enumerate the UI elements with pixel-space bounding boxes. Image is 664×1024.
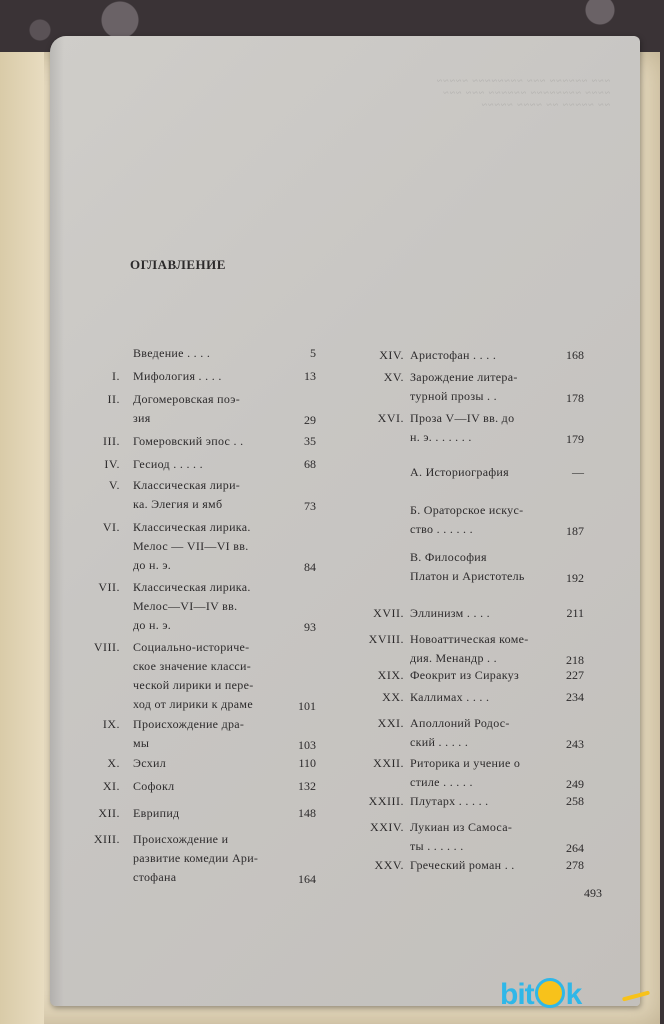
chapter-number: XVI. [377, 411, 404, 425]
chapter-number: XI. [102, 779, 120, 793]
chapter-number: XIV. [379, 348, 404, 362]
chapter-title-line: В. Философия [410, 550, 487, 564]
chapter-title-line: мы [133, 736, 150, 750]
chapter-number: XX. [382, 690, 404, 704]
chapter-title-line: ка. Элегия и ямб [133, 497, 223, 511]
chapter-title-line: н. э. . . . . . . [410, 430, 472, 444]
page-number: 13 [304, 369, 316, 383]
chapter-title-line: Проза V—IV вв. до [410, 411, 515, 425]
page-number: 29 [304, 413, 316, 427]
chapter-number: XXIV. [370, 820, 404, 834]
chapter-title-line: Введение . . . . [133, 346, 211, 360]
chapter-title-line: ское значение класси- [133, 659, 252, 673]
page-number: 148 [298, 806, 316, 820]
chapter-number: XIII. [93, 832, 120, 846]
page-number: — [572, 465, 584, 479]
chapter-number: XXIII. [368, 794, 404, 808]
chapter-number: VII. [98, 580, 120, 594]
chapter-title-line: Гесиод . . . . . [133, 457, 203, 471]
chapter-title-line: Феокрит из Сиракуз [410, 668, 520, 682]
chapter-title-line: Мелос—VI—IV вв. [133, 599, 238, 613]
chapter-title-line: А. Историография [410, 465, 509, 479]
chapter-title-line: ты . . . . . . [410, 839, 464, 853]
chapter-title-line: до н. э. [133, 558, 172, 572]
chapter-title-line: ский . . . . . [410, 735, 469, 749]
chapter-title-line: Каллимах . . . . [410, 690, 490, 704]
chapter-title-line: Мифология . . . . [133, 369, 222, 383]
chapter-number: I. [112, 369, 120, 383]
chapter-title-line: Новоаттическая коме- [410, 632, 529, 646]
page-number: 264 [566, 841, 584, 855]
page-number: 35 [304, 434, 316, 448]
page-number: 227 [566, 668, 584, 682]
chapter-number: XII. [98, 806, 120, 820]
page-number: 5 [310, 346, 316, 360]
page-folio: 493 [584, 886, 602, 900]
chapter-number: VIII. [93, 640, 120, 654]
chapter-title-line: Лукиан из Самоса- [410, 820, 513, 834]
chapter-title-line: Классическая лирика. [133, 520, 251, 534]
page-number: 218 [566, 653, 584, 667]
page-number: 101 [298, 699, 316, 713]
watermark-logo [500, 978, 660, 1018]
chapter-title-line: Греческий роман . . [410, 858, 515, 872]
chapter-title-line: до н. э. [133, 618, 172, 632]
chapter-number: XVII. [373, 606, 404, 620]
chapter-number: V. [108, 478, 120, 492]
chapter-number: II. [107, 392, 120, 406]
chapter-title-line: стофана [133, 870, 177, 884]
watermark-coin-icon [535, 978, 565, 1008]
page-number: 192 [566, 571, 584, 585]
chapter-title-line: Еврипид [133, 806, 180, 820]
chapter-number: XIX. [377, 668, 404, 682]
page-number: 249 [566, 777, 584, 791]
chapter-number: IX. [102, 717, 120, 731]
chapter-number: X. [107, 756, 120, 770]
toc-heading: ОГЛАВЛЕНИЕ [130, 257, 226, 272]
chapter-title-line: дия. Менандр . . [410, 651, 497, 665]
page-number: 103 [298, 738, 316, 752]
chapter-title-line: Происхождение дра- [133, 717, 245, 731]
watermark-dash-icon [622, 990, 650, 1001]
chapter-title-line: Эллинизм . . . . [410, 606, 490, 620]
chapter-number: XXII. [373, 756, 404, 770]
chapter-title-line: Мелос — VII—VI вв. [133, 539, 249, 553]
watermark-text-left: bit [500, 978, 534, 1011]
chapter-title-line: Риторика и учение о [410, 756, 521, 770]
chapter-number: IV. [104, 457, 120, 471]
chapter-number: XVIII. [368, 632, 404, 646]
chapter-title-line: Классическая лири- [133, 478, 241, 492]
page-number: 164 [298, 872, 316, 886]
chapter-title-line: ческой лирики и пере- [133, 678, 254, 692]
page-number: 73 [304, 499, 316, 513]
chapter-title-line: Зарождение литера- [410, 370, 518, 384]
page-number: 110 [298, 756, 316, 770]
chapter-title-line: ход от лирики к драме [133, 697, 253, 711]
page-number: 179 [566, 432, 584, 446]
chapter-title-line: ство . . . . . . [410, 522, 473, 536]
watermark-text-right: k [565, 978, 582, 1011]
page-number: 278 [566, 858, 584, 872]
page-number: 234 [566, 690, 584, 704]
chapter-title-line: развитие комедии Ари- [133, 851, 259, 865]
chapter-number: III. [103, 434, 120, 448]
chapter-title-line: Платон и Аристотель [410, 569, 525, 583]
page-number: 187 [566, 524, 584, 538]
chapter-title-line: Плутарх . . . . . [410, 794, 489, 808]
chapter-title-line: Догомеровская поэ- [133, 392, 241, 406]
page-number: 258 [566, 794, 584, 808]
chapter-number: VI. [102, 520, 120, 534]
chapter-number: XV. [383, 370, 404, 384]
bleed-through-text: ~~~ ~~~~~~ ~~~ ~~~~~~~~ ~~~~~ ~~~~ ~~~~~~~~ ~~~~~~ ~~~ ~~~ ~~ ~~~~~ ~~ ~~~~ ~~~~~ [435, 76, 610, 111]
chapter-number: XXV. [374, 858, 404, 872]
page-number: 168 [566, 348, 584, 362]
page-number: 68 [304, 457, 316, 471]
page-number: 93 [304, 620, 316, 634]
chapter-title-line: Эсхил [133, 756, 166, 770]
page-number: 243 [566, 737, 584, 751]
chapter-title-line: Гомеровский эпос . . [133, 434, 244, 448]
chapter-title-line: Классическая лирика. [133, 580, 251, 594]
chapter-title-line: Социально-историче- [133, 640, 250, 654]
chapter-title-line: Софокл [133, 779, 175, 793]
page-number: 178 [566, 391, 584, 405]
page-number: 132 [298, 779, 316, 793]
chapter-title-line: Происхождение и [133, 832, 229, 846]
page-number: 84 [304, 560, 316, 574]
chapter-title-line: стиле . . . . . [410, 775, 473, 789]
chapter-title-line: Аристофан . . . . [410, 348, 497, 362]
page-number: 211 [566, 606, 584, 620]
chapter-title-line: Аполлоний Родос- [410, 716, 510, 730]
chapter-title-line: турной прозы . . [410, 389, 497, 403]
chapter-number: XXI. [377, 716, 404, 730]
chapter-title-line: зия [133, 411, 151, 425]
chapter-title-line: Б. Ораторское искус- [410, 503, 524, 517]
